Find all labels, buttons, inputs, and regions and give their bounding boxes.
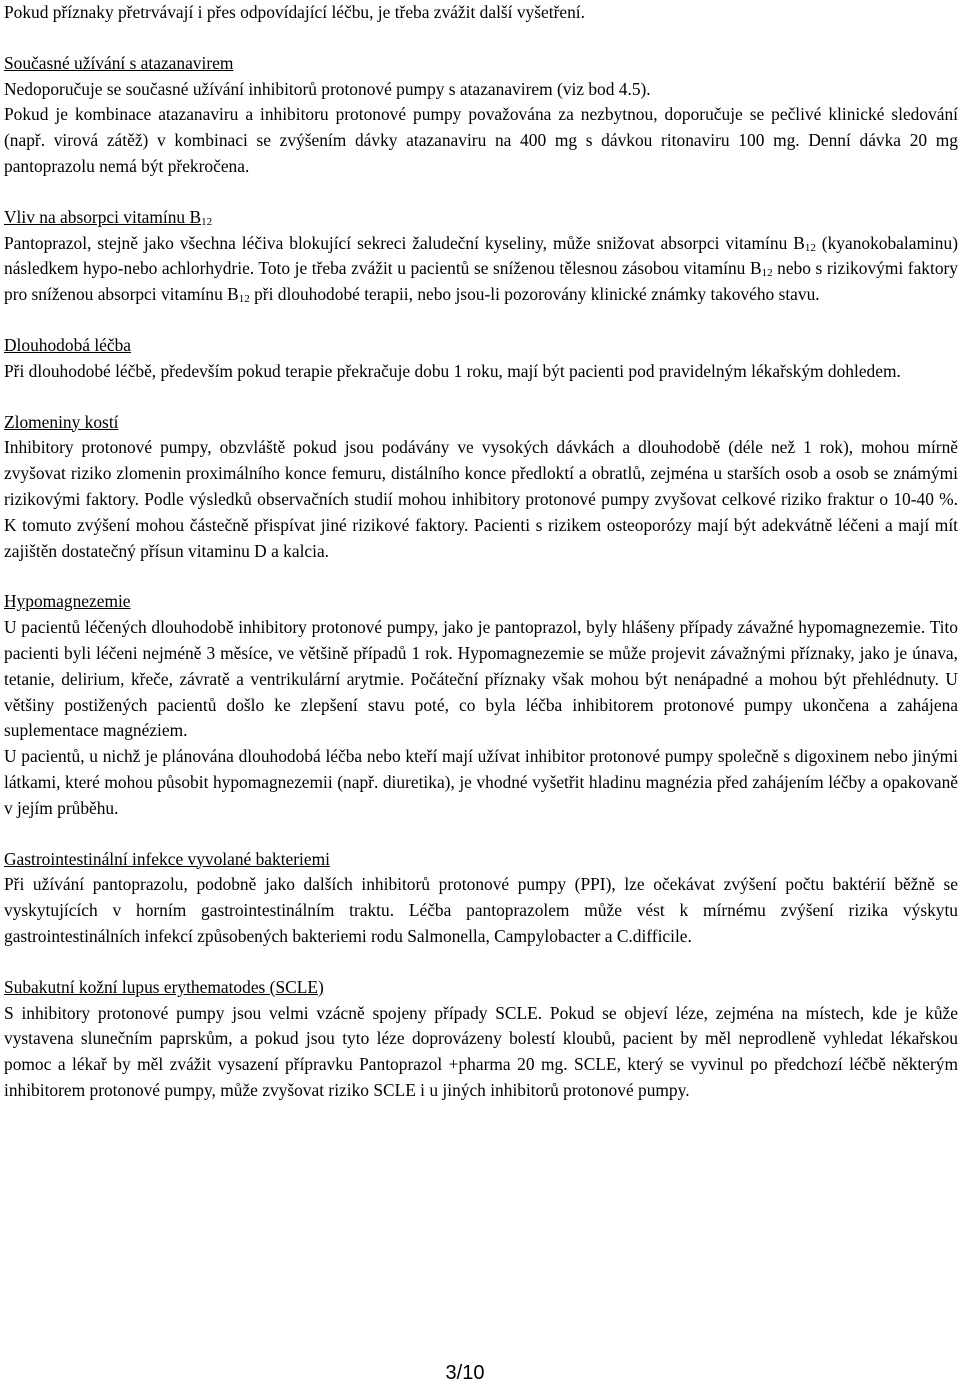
hypomag-paragraph-1: U pacientů léčených dlouhodobě inhibitory protonové pumpy, jako je pantoprazol, byly hlášeny případy závažné hypomagnezemie. Tito pacienti byli léčeni nejméně 3 měsíce, ve většině případů 1 rok. Hypomagnezemie se může projevit závažnými příznaky, jako je únava, tetanie, delirium, křeče, závratě a ventrikulární arytmie. Počáteční příznaky však mohou být nenápadné a mohou být přehlédnuty. U většiny postižených pacientů došlo ke zlepšení stavu poté, co byla léčba inhibitorem protonové pumpy ukončena a zahájena suplementace magnéziem. xyxy=(4,617,958,741)
b12-text-1: Pantoprazol, stejně jako všechna léčiva blokující sekreci žaludeční kyseliny, může snižovat absorpci vitamínu B xyxy=(4,232,805,253)
b12-subscript: 12 xyxy=(238,293,250,306)
atazanavir-paragraph-1: Nedoporučuje se současné užívání inhibitorů protonové pumpy s atazanavirem (viz bod 4.5). xyxy=(4,78,651,99)
atazanavir-paragraph-2: Pokud je kombinace atazanaviru a inhibitoru protonové pumpy považována za nezbytnou, doporučuje se pečlivé klinické sledování (např. virová zátěž) v kombinaci se zvýšením dávky atazanaviru na 400 mg s dávkou ritonaviru 100 mg. Denní dávka 20 mg pantoprazolu nemá být překročena. xyxy=(4,104,958,176)
b12-text-4: při dlouhodobé terapii, nebo jsou-li pozorovány klinické známky takového stavu. xyxy=(249,284,820,305)
hypomag-paragraph-2: U pacientů, u nichž je plánována dlouhodobá léčba nebo kteří mají užívat inhibitor protonové pumpy společně s digoxinem nebo jinými látkami, které mohou působit hypomagnezemii (např. diuretika), je vhodné vyšetřit hladinu magnézia před zahájením léčby a opakovaně v jejím průběhu. xyxy=(4,746,958,818)
scle-section xyxy=(4,975,958,1104)
page-number: 3/10 xyxy=(445,1362,485,1384)
gi-heading: Gastrointestinální infekce vyvolané bakteriemi xyxy=(4,848,330,869)
intro-paragraph: Pokud příznaky přetrvávají i přes odpovídající léčbu, je třeba zvážit další vyšetření. xyxy=(4,2,585,22)
fractures-paragraph: Inhibitory protonové pumpy, obzvláště pokud jsou podávány ve vysokých dávkách a dlouhodobě (déle než 1 rok), mohou mírně zvyšovat riziko zlomenin proximálního konce femuru, distálního konce předloktí a obratlů, zejména u starších osob a osob se známými rizikovými faktory. Podle výsledků observačních studií mohou inhibitory protonové pumpy zvyšovat celkové riziko fraktur o 10-40 %. K tomuto zvýšení mohou částečně přispívat jiné rizikové faktory. Pacienti s rizikem osteoporózy mají být adekvátně léčeni a mají mít zajištěn dostatečný přísun vitaminu D a kalcia. xyxy=(4,437,958,561)
scle-heading: Subakutní kožní lupus erythematodes (SCLE) xyxy=(4,976,324,997)
b12-section xyxy=(4,205,958,308)
hypomag-heading: Hypomagnezemie xyxy=(4,591,131,612)
document-page xyxy=(4,0,958,1104)
b12-heading-text: Vliv na absorpci vitamínu B xyxy=(4,206,202,227)
scle-paragraph: S inhibitory protonové pumpy jsou velmi vzácně spojeny případy SCLE. Pokud se objeví léze, zejména na místech, kde je kůže vystavena slunečním paprskům, a pokud jsou tyto léze doprovázeny bolestí kloubů, pacient by měl neprodleně vyhledat lékařskou pomoc a lékař by měl zvážit vysazení přípravku Pantoprazol +pharma 20 mg. SCLE, který se vyvinul po předchozí léčbě některým inhibitorem protonové pumpy, může zvyšovat riziko SCLE i u jiných inhibitorů protonové pumpy. xyxy=(4,1002,958,1100)
fractures-heading: Zlomeniny kostí xyxy=(4,411,119,432)
longterm-section xyxy=(4,333,958,385)
b12-subscript: 12 xyxy=(761,267,773,280)
gi-paragraph: Při užívání pantoprazolu, podobně jako dalších inhibitorů protonové pumpy (PPI), lze očekávat zvýšení počtu baktérií běžně se vyskytujících v horním gastrointestinálním traktu. Léčba pantoprazolem může vést k mírnému zvýšení rizika výskytu gastrointestinálních infekcí způsobených bakteriemi rodu Salmonella, Campylobacter a C.difficile. xyxy=(4,874,958,946)
b12-subscript: 12 xyxy=(201,215,213,228)
b12-heading xyxy=(4,205,958,231)
fractures-section xyxy=(4,410,958,565)
b12-text-2: (kyanokobalaminu) následkem hypo-nebo achlorhydrie. Toto je třeba zvážit u pacientů se sníženou tělesnou zásobou vitamínu B xyxy=(4,232,958,279)
atazanavir-heading: Současné užívání s atazanavirem xyxy=(4,52,234,73)
gi-section xyxy=(4,847,958,950)
b12-subscript: 12 xyxy=(804,241,816,254)
longterm-paragraph: Při dlouhodobé léčbě, především pokud terapie překračuje dobu 1 roku, mají být pacienti pod pravidelným lékařským dohledem. xyxy=(4,360,901,381)
hypomag-section xyxy=(4,589,958,744)
longterm-heading: Dlouhodobá léčba xyxy=(4,334,132,355)
b12-text-3: nebo s rizikovými faktory pro sníženou absorpci vitamínu B xyxy=(4,258,959,305)
atazanavir-section xyxy=(4,51,958,180)
